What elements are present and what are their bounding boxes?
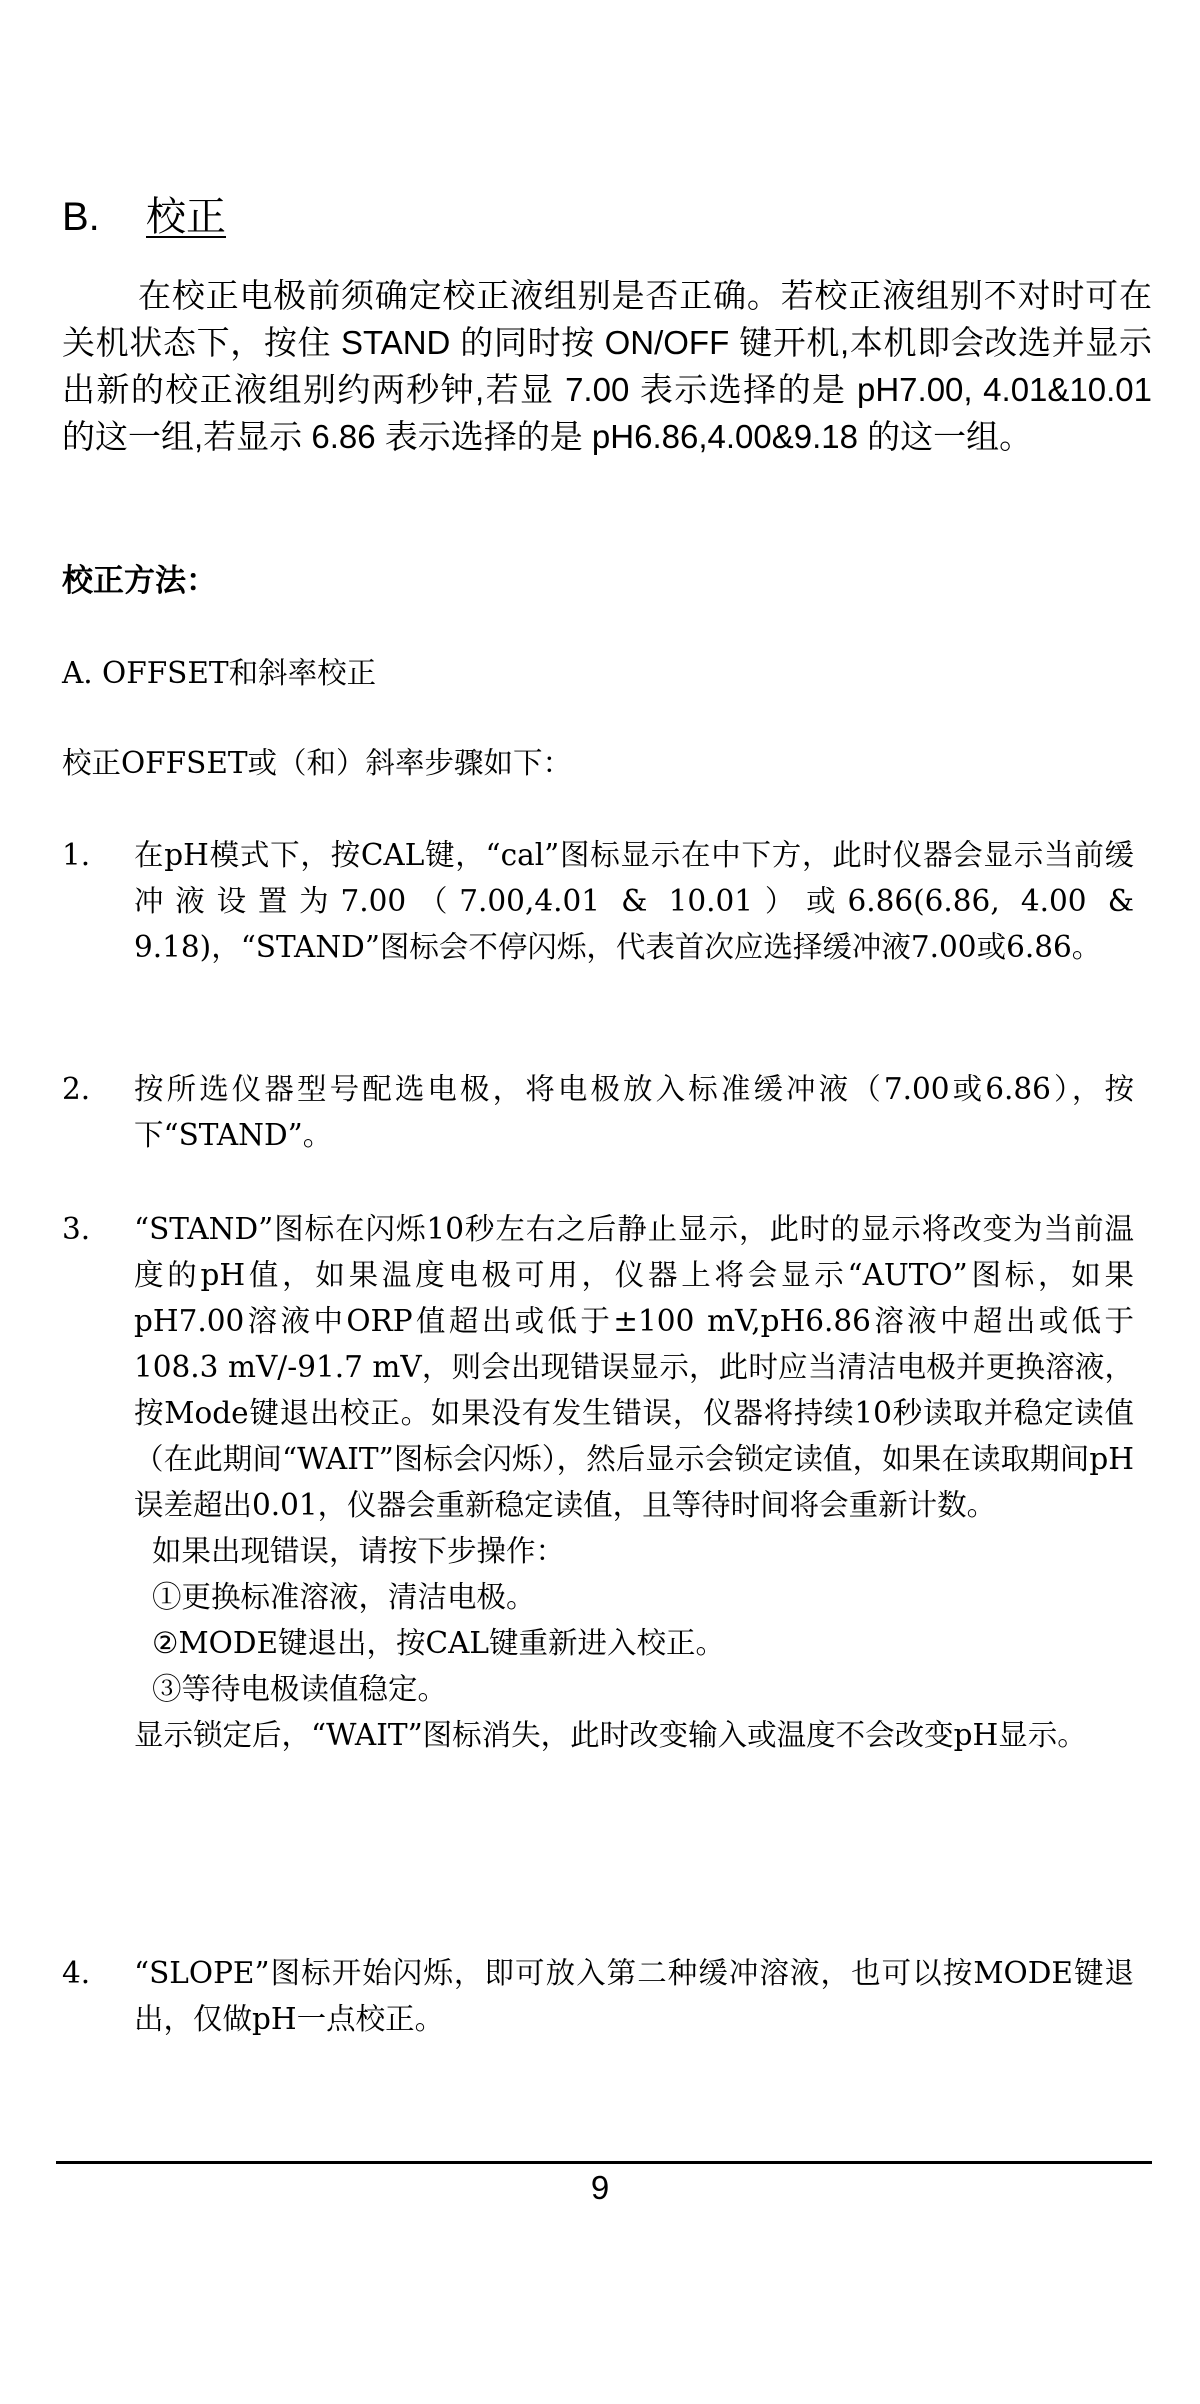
step-number: 4. [62, 1956, 91, 1990]
page-number: 9 [590, 2169, 610, 2206]
step-text: “SLOPE”图标开始闪烁，即可放入第二种缓冲溶液，也可以按MODE键退出，仅做pH一点校正。 [134, 1956, 1134, 2036]
step-1 [62, 832, 1150, 970]
method-title: 校正方法： [62, 563, 217, 599]
step-number: 3. [62, 1212, 91, 1246]
error-step: ②MODE键退出，按CAL键重新进入校正。 [152, 1626, 725, 1660]
section-letter: B. [62, 195, 100, 239]
step-text: 按所选仪器型号配选电极，将电极放入标准缓冲液（7.00或6.86），按下“STAND”。 [134, 1072, 1134, 1152]
section-heading [62, 192, 226, 242]
step-4 [62, 1950, 1150, 2042]
step-3 [62, 1206, 1150, 1758]
subtitle-offset-slope: A. OFFSET和斜率校正 [62, 656, 377, 690]
error-step: ①更换标准溶液，清洁电极。 [152, 1580, 536, 1614]
intro-paragraph: 在校正电极前须确定校正液组别是否正确。若校正液组别不对时可在关机状态下，按住 STAND 的同时按 ON/OFF 键开机,本机即会改选并显示出新的校正液组别约两秒钟,若显 7.00 表示选择的是 pH7.00, 4.01&10.01 的这一组,若显示 6.86 表示选择的是 pH6.86,4.00&9.18 的这一组。 [62, 277, 1152, 455]
step-text: “STAND”图标在闪烁10秒左右之后静止显示，此时的显示将改变为当前温度的pH值，如果温度电极可用，仪器上将会显示“AUTO”图标，如果pH7.00溶液中ORP值超出或低于±100 mV,pH6.86溶液中超出或低于108.3 mV/-91.7 mV，则会出现错误显示，此时应当清洁电极并更换溶液，按Mode键退出校正。如果没有发生错误，仪器将持续10秒读取并稳定读值（在此期间“WAIT”图标会闪烁），然后显示会锁定读值，如果在读取期间pH误差超出0.01，仪器会重新稳定读值，且等待时间将会重新计数。 [134, 1212, 1134, 1522]
step-text: 在pH模式下，按CAL键，“cal”图标显示在中下方，此时仪器会显示当前缓冲液设置为7.00（7.00,4.01 & 10.01）或6.86(6.86, 4.00 & 9.18)，“STAND”图标会不停闪烁，代表首次应选择缓冲液7.00或6.86。 [134, 838, 1134, 964]
step-2 [62, 1066, 1150, 1158]
error-intro: 如果出现错误，请按下步操作： [152, 1534, 566, 1568]
section-title: 校正 [146, 195, 226, 239]
step-number: 1. [62, 838, 91, 872]
after-lock-text: 显示锁定后，“WAIT”图标消失，此时改变输入或温度不会改变pH显示。 [134, 1718, 1087, 1752]
error-step: ③等待电极读值稳定。 [152, 1672, 448, 1706]
step-number: 2. [62, 1072, 91, 1106]
steps-intro: 校正OFFSET或（和）斜率步骤如下： [62, 746, 573, 780]
